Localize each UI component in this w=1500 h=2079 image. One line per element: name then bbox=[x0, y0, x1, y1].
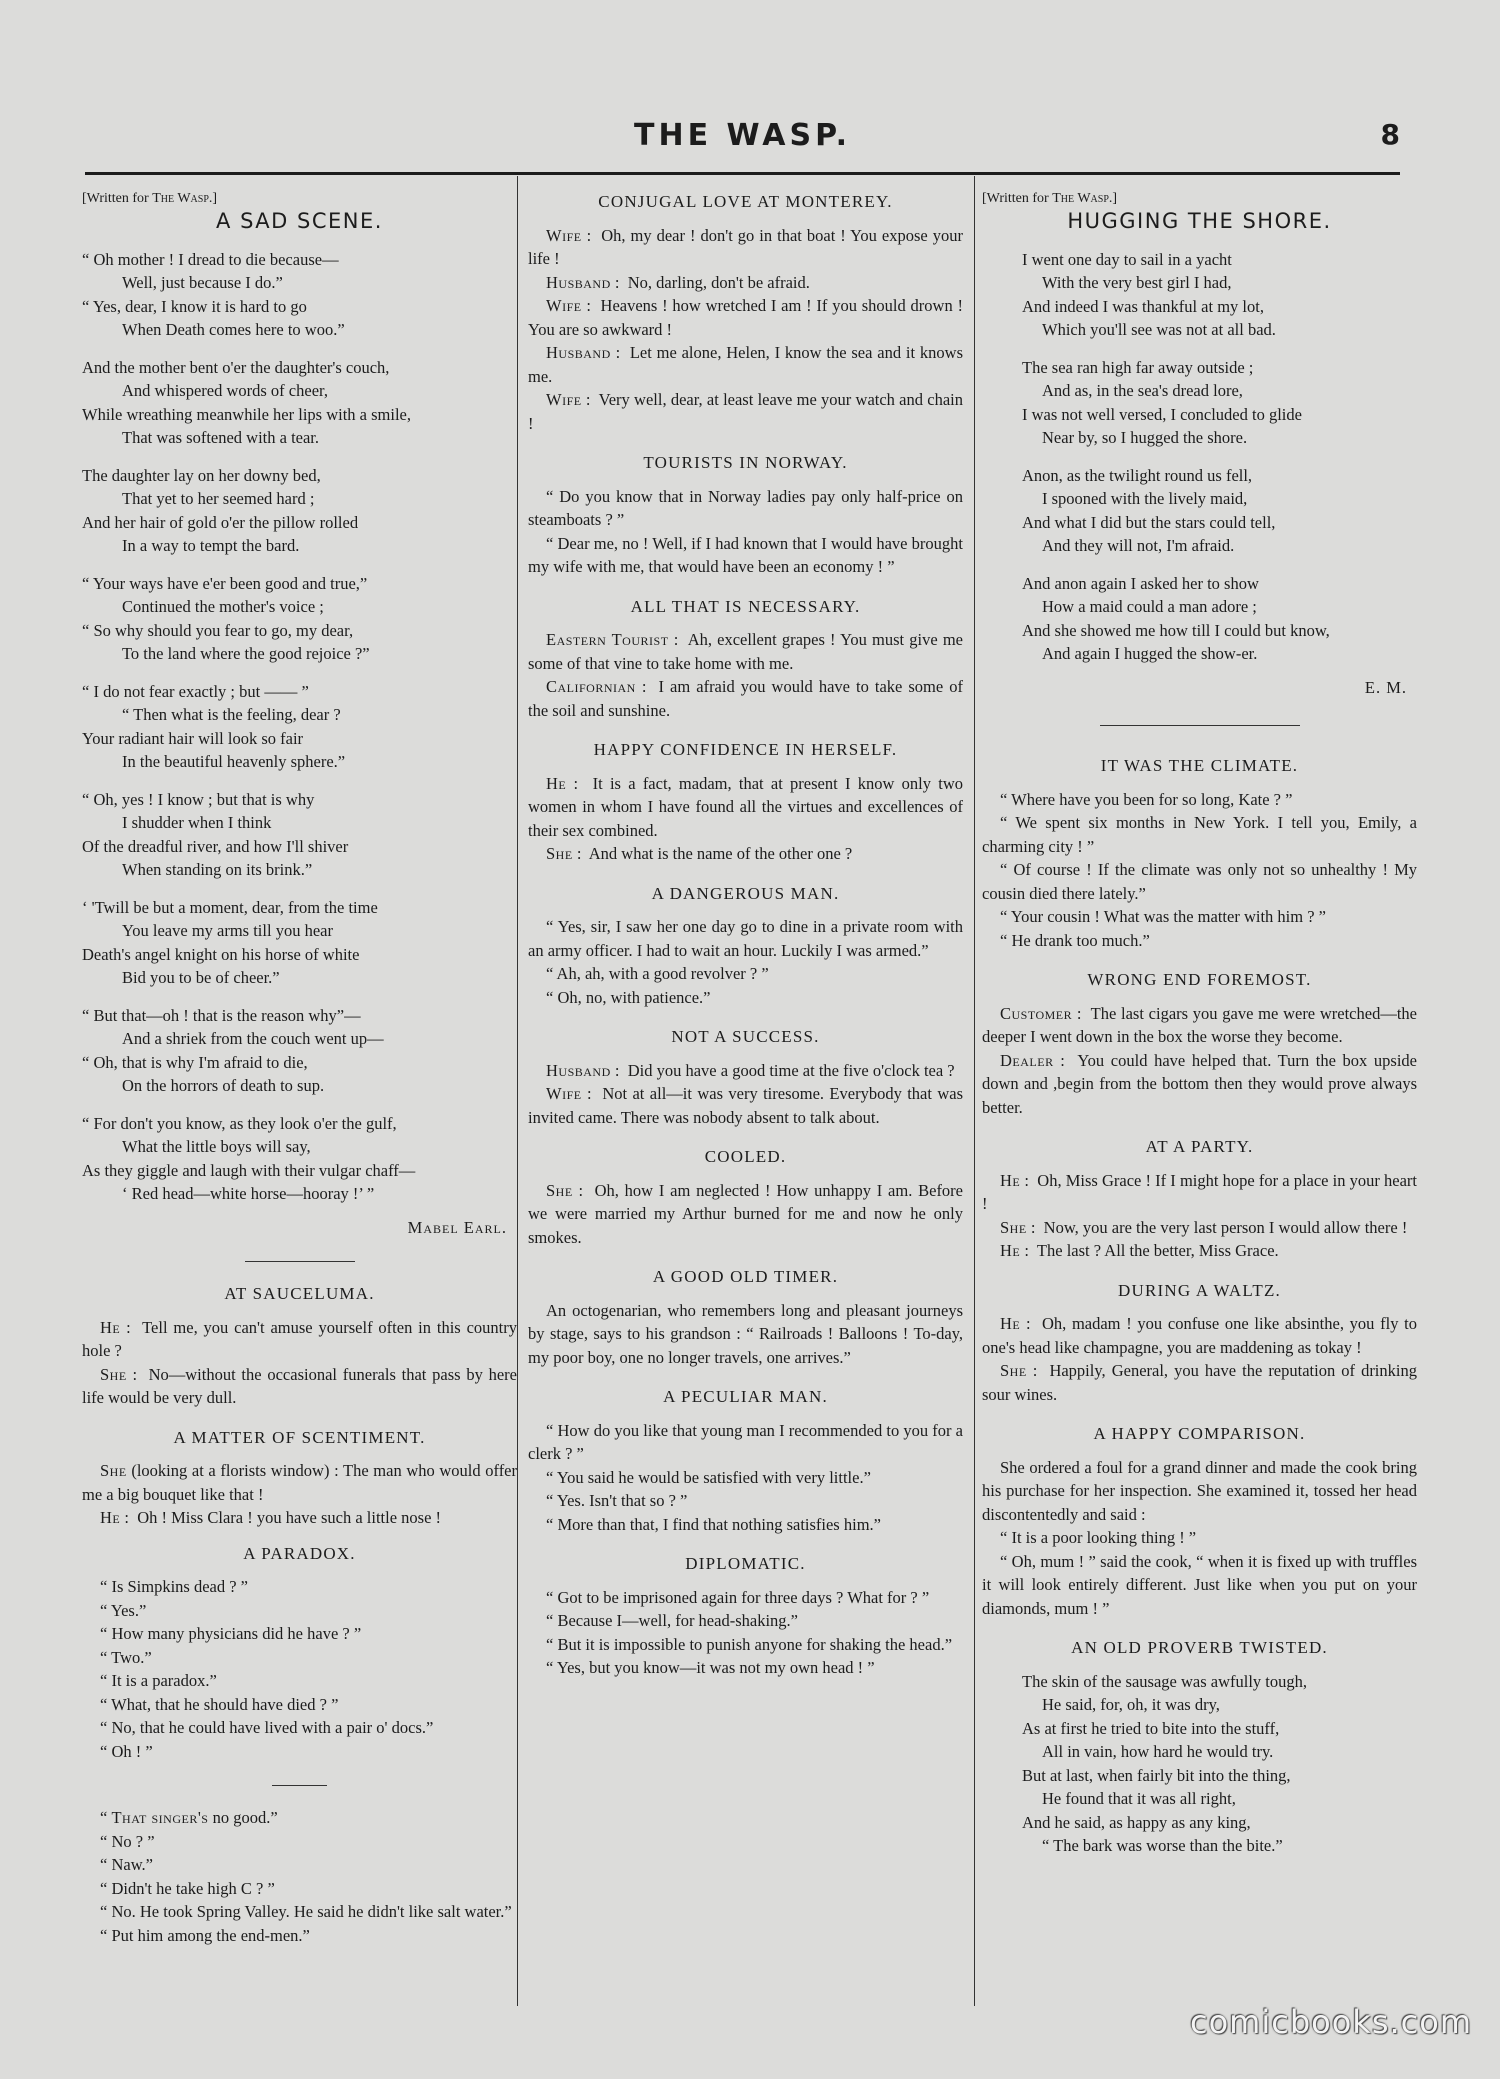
conjugal-dialogue bbox=[528, 224, 963, 436]
stanza bbox=[82, 896, 517, 990]
poem-line: While wreathing meanwhile her lips with a smile, bbox=[82, 404, 411, 424]
speaker-name: He bbox=[1000, 1314, 1021, 1333]
dialogue-line: “ Didn't he take high C ? ” bbox=[100, 1878, 275, 1898]
dialogue-line: He : Oh, madam ! you confuse one like absinthe, you fly to one's head like champagne, you are maddening as tokay ! bbox=[982, 1314, 1417, 1357]
poem-line: When Death comes here to woo.” bbox=[122, 320, 345, 339]
poem-line: Of the dreadful river, and how I'll shiver bbox=[82, 836, 349, 856]
dialogue-line: “ But it is impossible to punish anyone for shaking the head.” bbox=[546, 1634, 953, 1654]
header-rule bbox=[85, 172, 1400, 175]
poem-line: “ I do not fear exactly ; but —— ” bbox=[82, 681, 309, 701]
watermark: comicbooks.com bbox=[1189, 2003, 1472, 2041]
poem-line: In the beautiful heavenly sphere.” bbox=[122, 752, 346, 771]
poem-line: The daughter lay on her downy bed, bbox=[82, 465, 321, 485]
speaker-text: Very well, dear, at least leave me your watch and chain ! bbox=[528, 390, 963, 433]
poem-line: As they giggle and laugh with their vulgar chaff— bbox=[82, 1160, 416, 1180]
speaker-name: Wife bbox=[546, 296, 582, 315]
dialogue-line: “ Oh, no, with patience.” bbox=[546, 987, 711, 1007]
column-divider-2 bbox=[974, 176, 975, 2006]
dialogue-line: He : Oh, Miss Grace ! If I might hope for a place in your heart ! bbox=[982, 1170, 1417, 1213]
poem-line: ‘ Red head—white horse—hooray !’ ” bbox=[122, 1184, 375, 1203]
poem-line: But at last, when fairly bit into the thing, bbox=[1022, 1765, 1291, 1785]
speaker-name: Husband bbox=[546, 272, 611, 292]
written-for-credit: [Written for The Wasp.] bbox=[82, 191, 218, 206]
poem-line: “ Yes, dear, I know it is hard to go bbox=[82, 296, 307, 316]
heading-climate: IT WAS THE CLIMATE. bbox=[1100, 756, 1299, 775]
stanza bbox=[982, 572, 1417, 666]
poem-line: “ Then what is the feeling, dear ? bbox=[122, 705, 341, 724]
stanza bbox=[82, 356, 517, 450]
dialogue-line: “ Put him among the end-men.” bbox=[100, 1925, 310, 1945]
speaker-text: Oh, how I am neglected ! How unhappy I am. Before we were married my Arthur burned for me and now he only smokes. bbox=[528, 1180, 964, 1247]
speaker-name: He bbox=[1000, 1170, 1021, 1190]
poem-line: Anon, as the twilight round us fell, bbox=[1022, 465, 1253, 485]
waltz-dialogue bbox=[982, 1312, 1417, 1406]
poem-line: He found that it was all right, bbox=[1042, 1789, 1236, 1808]
dialogue-line: He : It is a fact, madam, that at present I know only two women in whom I have found all the virtues and excellences of their sex combined. bbox=[528, 773, 963, 840]
column-divider-1 bbox=[517, 176, 518, 2006]
heading-foremost: WRONG END FOREMOST. bbox=[1087, 970, 1312, 989]
poem-line: On the horrors of death to sup. bbox=[122, 1076, 325, 1095]
heading-waltz: DURING A WALTZ. bbox=[1118, 1280, 1281, 1300]
speaker-name: Californian bbox=[546, 677, 636, 696]
poem-line: “ Oh, yes ! I know ; but that is why bbox=[82, 789, 315, 809]
dialogue-line: “ Got to be imprisoned again for three days ? What for ? ” bbox=[546, 1587, 930, 1607]
signature-em: E. M. bbox=[1364, 677, 1407, 697]
poem-line: The sea ran high far away outside ; bbox=[1022, 357, 1254, 377]
poem-line: The skin of the sausage was awfully tough, bbox=[1022, 1671, 1308, 1691]
dialogue-line: “ Of course ! If the climate was only not so unhealthy ! My cousin died there lately.” bbox=[982, 860, 1417, 903]
stanza bbox=[982, 248, 1417, 342]
dialogue-line: Husband : Let me alone, Helen, I know the sea and it knows me. bbox=[528, 343, 963, 386]
necessary-dialogue bbox=[528, 628, 963, 722]
poem-line: And anon again I asked her to show bbox=[1022, 573, 1259, 593]
dialogue-line: “ That singer's no good.” bbox=[100, 1808, 278, 1827]
poem-line: How a maid could a man adore ; bbox=[1042, 597, 1257, 616]
dialogue-line: Californian : I am afraid you would have to take some of the soil and sunshine. bbox=[528, 677, 963, 720]
stanza bbox=[982, 464, 1417, 558]
dialogue-line: Husband : Did you have a good time at the five o'clock tea ? bbox=[546, 1060, 955, 1080]
poem-line: All in vain, how hard he would try. bbox=[1042, 1742, 1274, 1761]
dialogue-line: “ Yes, but you know—it was not my own head ! ” bbox=[546, 1658, 875, 1677]
dialogue-line: “ Your cousin ! What was the matter with him ? ” bbox=[1000, 907, 1326, 926]
signature-mabel-earl: Mabel Earl. bbox=[407, 1217, 507, 1237]
masthead-title: THE WASP. bbox=[634, 118, 851, 153]
singer-dialogue bbox=[82, 1830, 517, 1948]
speaker-name: Wife bbox=[546, 1084, 582, 1103]
heading-party: AT A PARTY. bbox=[1145, 1137, 1254, 1156]
poem-line: That yet to her seemed hard ; bbox=[122, 489, 315, 508]
poem-line: And the mother bent o'er the daughter's couch, bbox=[82, 357, 390, 377]
dialogue-line: “ We spent six months in New York. I tell you, Emily, a charming city ! ” bbox=[982, 813, 1417, 856]
poem-line: And indeed I was thankful at my lot, bbox=[1022, 296, 1264, 316]
poem-line: ‘ 'Twill be but a moment, dear, from the time bbox=[82, 897, 378, 917]
dialogue-line: Wife : Very well, dear, at least leave me your watch and chain ! bbox=[528, 390, 963, 433]
speaker-text: Not at all—it was very tiresome. Everybody that was invited came. There was nobody absent to talk about. bbox=[528, 1084, 963, 1127]
diplomatic-dialogue bbox=[528, 1586, 963, 1680]
dialogue-line: “ Ah, ah, with a good revolver ? ” bbox=[546, 964, 769, 983]
stanza bbox=[82, 1112, 517, 1206]
poem-line: “ So why should you fear to go, my dear, bbox=[82, 620, 354, 640]
heading-sauceluma: AT SAUCELUMA. bbox=[224, 1284, 375, 1303]
speaker-text: I am afraid you would have to take some of the soil and sunshine. bbox=[528, 677, 963, 720]
poem-line: And her hair of gold o'er the pillow rolled bbox=[82, 512, 359, 532]
dialogue-line: She ordered a foul for a grand dinner and made the cook bring his purchase for her inspection. She examined it, tossed her head discontentedly and said : bbox=[982, 1457, 1417, 1524]
poem-line: I was not well versed, I concluded to glide bbox=[1022, 404, 1302, 424]
speaker-name: She bbox=[1000, 1361, 1027, 1380]
heading-proverb: AN OLD PROVERB TWISTED. bbox=[1071, 1638, 1328, 1657]
dialogue-line: “ Yes.” bbox=[100, 1600, 147, 1620]
peculiar-dialogue bbox=[528, 1419, 963, 1537]
heading-confidence: HAPPY CONFIDENCE IN HERSELF. bbox=[593, 740, 898, 759]
speaker-text: Now, you are the very last person I would allow there ! bbox=[1043, 1217, 1408, 1237]
speaker-text: Let me alone, Helen, I know the sea and it knows me. bbox=[528, 343, 963, 386]
poem-line: He said, for, oh, it was dry, bbox=[1042, 1695, 1220, 1714]
dialogue-line: “ No ? ” bbox=[100, 1831, 155, 1851]
dialogue-line: She : Oh, how I am neglected ! How unhappy I am. Before we were married my Arthur burned for me and now he only smokes. bbox=[528, 1180, 964, 1247]
stanza bbox=[82, 248, 517, 342]
stanza bbox=[82, 1004, 517, 1098]
poem-line: To the land where the good rejoice ?” bbox=[122, 644, 370, 663]
dialogue-line: “ More than that, I find that nothing satisfies him.” bbox=[546, 1514, 881, 1534]
dialogue-line: Customer : The last cigars you gave me were wretched—the deeper I went down in the box the worse they become. bbox=[982, 1003, 1417, 1046]
speaker-name: He bbox=[546, 773, 567, 793]
dialogue-line: “ Two.” bbox=[100, 1647, 152, 1667]
tourists-dialogue bbox=[528, 485, 963, 579]
speaker-text: Ah, excellent grapes ! You must give me some of that vine to take home with me. bbox=[528, 630, 963, 673]
poem-line: And again I hugged the show-er. bbox=[1042, 644, 1258, 663]
poem-line: Your radiant hair will look so fair bbox=[82, 728, 304, 748]
speaker-text: Happily, General, you have the reputation of drinking sour wines. bbox=[982, 1361, 1417, 1404]
masthead bbox=[85, 118, 1400, 158]
speaker-text: And what is the name of the other one ? bbox=[588, 844, 853, 863]
speaker-text: The last cigars you gave me were wretched—the deeper I went down in the box the worse they become. bbox=[982, 1003, 1417, 1046]
poem-title-sad-scene: A SAD SCENE. bbox=[216, 209, 383, 233]
poem-line: Near by, so I hugged the shore. bbox=[1042, 428, 1248, 447]
timer-paragraph: An octogenarian, who remembers long and pleasant journeys by stage, says to his grandson : “ Railroads ! Balloons ! To-day, my poor boy, one no longer travels, one arrives.” bbox=[528, 1300, 963, 1367]
speaker-name: Customer bbox=[1000, 1003, 1073, 1023]
poem-line: That was softened with a tear. bbox=[122, 428, 320, 447]
proverb-poem bbox=[982, 1670, 1417, 1858]
dialogue-line: She : And what is the name of the other one ? bbox=[546, 844, 853, 863]
speaker-text: It is a fact, madam, that at present I know only two women in whom I have found all the virtues and excellences of their sex combined. bbox=[528, 773, 963, 840]
speaker-name: Husband bbox=[546, 1060, 611, 1080]
written-for-credit: [Written for The Wasp.] bbox=[982, 191, 1118, 206]
dialogue-line: He : Tell me, you can't amuse yourself often in this country hole ? bbox=[82, 1317, 517, 1360]
party-dialogue bbox=[982, 1169, 1417, 1263]
speaker-text: Oh, my dear ! don't go in that boat ! You expose your life ! bbox=[528, 225, 963, 268]
poem-line: And as, in the sea's dread lore, bbox=[1042, 381, 1243, 400]
dialogue-line: “ What, that he should have died ? ” bbox=[100, 1694, 339, 1714]
separator bbox=[1100, 725, 1300, 726]
poem-line: I went one day to sail in a yacht bbox=[1022, 249, 1232, 269]
dialogue-line: Eastern Tourist : Ah, excellent grapes ! You must give me some of that vine to take home with me. bbox=[528, 630, 963, 673]
speaker-text: No, darling, don't be afraid. bbox=[627, 272, 810, 292]
column-3 bbox=[982, 190, 1417, 1858]
speaker-text: The last ? All the better, Miss Grace. bbox=[1036, 1241, 1279, 1260]
dialogue-line: She : Now, you are the very last person I would allow there ! bbox=[1000, 1217, 1408, 1237]
dialogue-line: “ He drank too much.” bbox=[1000, 930, 1150, 950]
separator bbox=[272, 1785, 327, 1786]
speaker-text: Heavens ! how wretched I am ! If you should drown ! You are so awkward ! bbox=[528, 296, 963, 339]
dialogue-line: “ Because I—well, for head-shaking.” bbox=[546, 1611, 798, 1630]
speaker-text: Oh, Miss Grace ! If I might hope for a place in your heart ! bbox=[982, 1170, 1417, 1213]
dialogue-line: She : No—without the occasional funerals that pass by here life would be very dull. bbox=[82, 1364, 517, 1407]
dialogue-line: Wife : Oh, my dear ! don't go in that boat ! You expose your life ! bbox=[528, 225, 963, 268]
speaker-name: He bbox=[1000, 1241, 1021, 1260]
poem-line: You leave my arms till you hear bbox=[122, 921, 333, 940]
column-2 bbox=[528, 190, 963, 1680]
stanza bbox=[82, 788, 517, 882]
poem-line: Continued the mother's voice ; bbox=[122, 597, 324, 616]
dialogue-line: She (looking at a florists window) : The man who would offer me a big bouquet like that ! bbox=[82, 1461, 518, 1504]
cooled-dialogue bbox=[528, 1179, 963, 1250]
poem-line: “ But that—oh ! that is the reason why”— bbox=[82, 1005, 361, 1025]
dialogue-line: “ How do you like that young man I recommended to you for a clerk ? ” bbox=[528, 1420, 963, 1463]
poem-line: And what I did but the stars could tell, bbox=[1022, 512, 1276, 532]
speaker-name: She bbox=[1000, 1217, 1027, 1237]
poem-line: “ Oh mother ! I dread to die because— bbox=[82, 249, 339, 269]
paradox-dialogue bbox=[82, 1575, 517, 1763]
dialogue-line: “ It is a poor looking thing ! ” bbox=[1000, 1528, 1197, 1547]
heading-peculiar: A PECULIAR MAN. bbox=[663, 1387, 828, 1406]
heading-tourists: TOURISTS IN NORWAY. bbox=[643, 453, 848, 472]
dialogue-line: Wife : Not at all—it was very tiresome. Everybody that was invited came. There was nobody absent to talk about. bbox=[528, 1084, 963, 1127]
heading-scentiment: A MATTER OF SCENTIMENT. bbox=[173, 1427, 426, 1447]
page-number: 8 bbox=[1380, 118, 1400, 151]
dialogue-line: “ Yes. Isn't that so ? ” bbox=[546, 1491, 688, 1510]
confidence-dialogue bbox=[528, 772, 963, 866]
stanza bbox=[82, 680, 517, 774]
dialogue-line: “ Oh ! ” bbox=[100, 1741, 153, 1761]
poem-line: Death's angel knight on his horse of white bbox=[82, 944, 360, 964]
dialogue-line: “ You said he would be satisfied with very little.” bbox=[546, 1467, 871, 1487]
dialogue-line: Husband : No, darling, don't be afraid. bbox=[546, 272, 810, 292]
speaker-text: You could have helped that. Turn the box upside down and ,begin from the bottom then they would prove always better. bbox=[982, 1050, 1417, 1117]
speaker-name: Wife bbox=[546, 225, 582, 245]
poem-line: “ Your ways have e'er been good and true,” bbox=[82, 573, 368, 593]
dialogue-line: “ How many physicians did he have ? ” bbox=[100, 1624, 362, 1643]
poem-line: And he said, as happy as any king, bbox=[1022, 1812, 1251, 1832]
dialogue-line: “ Is Simpkins dead ? ” bbox=[100, 1577, 249, 1596]
poem-line: Well, just because I do.” bbox=[122, 273, 283, 292]
speaker-name: Dealer bbox=[1000, 1050, 1054, 1070]
poem-line: “ For don't you know, as they look o'er the gulf, bbox=[82, 1113, 397, 1133]
poem-line: And she showed me how till I could but know, bbox=[1022, 620, 1330, 640]
stanza bbox=[82, 572, 517, 666]
poem-sad-scene bbox=[82, 248, 517, 1206]
poem-line: When standing on its brink.” bbox=[122, 860, 313, 879]
poem-line: Bid you to be of cheer.” bbox=[122, 968, 280, 987]
heading-dangerous: A DANGEROUS MAN. bbox=[651, 883, 840, 903]
dialogue-line: “ Oh, mum ! ” said the cook, “ when it is fixed up with truffles it will look entirely different. Just like when you put on your diamonds, mum ! ” bbox=[982, 1551, 1417, 1618]
poem-line: In a way to tempt the bard. bbox=[122, 536, 300, 555]
column-1 bbox=[82, 190, 517, 1947]
poem-line: I spooned with the lively maid, bbox=[1042, 489, 1248, 508]
dialogue-line: She : Happily, General, you have the reputation of drinking sour wines. bbox=[982, 1361, 1417, 1404]
heading-comparison: A HAPPY COMPARISON. bbox=[1093, 1424, 1306, 1443]
speaker-name: She bbox=[546, 1180, 573, 1200]
dialogue-line: “ Do you know that in Norway ladies pay only half-price on steamboats ? ” bbox=[528, 486, 963, 529]
speaker-name: Eastern Tourist bbox=[546, 630, 669, 649]
stanza bbox=[82, 464, 517, 558]
poem-title-hugging-shore: HUGGING THE SHORE. bbox=[1067, 209, 1332, 233]
poem-line: “ Oh, that is why I'm afraid to die, bbox=[82, 1052, 308, 1072]
dialogue-line: “ Yes, sir, I saw her one day go to dine in a private room with an army officer. I had to wait an hour. Luckily I was armed.” bbox=[528, 917, 963, 960]
heading-cooled: COOLED. bbox=[704, 1147, 787, 1166]
separator bbox=[245, 1261, 355, 1262]
poem-line: And a shriek from the couch went up— bbox=[122, 1029, 384, 1048]
dialogue-line: He : The last ? All the better, Miss Grace. bbox=[1000, 1241, 1279, 1260]
poem-hugging-shore bbox=[982, 248, 1417, 666]
dialogue-line: “ No. He took Spring Valley. He said he didn't like salt water.” bbox=[100, 1902, 512, 1921]
speaker-name: She bbox=[546, 844, 573, 863]
climate-dialogue bbox=[982, 788, 1417, 953]
heading-timer: A GOOD OLD TIMER. bbox=[652, 1267, 839, 1286]
poem-line: Which you'll see was not at all bad. bbox=[1042, 320, 1276, 339]
poem-line: I shudder when I think bbox=[122, 813, 272, 832]
heading-conjugal: CONJUGAL LOVE AT MONTEREY. bbox=[598, 192, 893, 211]
dialogue-line: “ Naw.” bbox=[100, 1855, 153, 1874]
poem-line: As at first he tried to bite into the stuff, bbox=[1022, 1718, 1280, 1738]
dialogue-line: Wife : Heavens ! how wretched I am ! If you should drown ! You are so awkward ! bbox=[528, 296, 963, 339]
success-dialogue bbox=[528, 1059, 963, 1130]
heading-success: NOT A SUCCESS. bbox=[671, 1027, 820, 1046]
poem-line: With the very best girl I had, bbox=[1042, 273, 1232, 292]
poem-line: And they will not, I'm afraid. bbox=[1042, 536, 1235, 555]
dialogue-line: Dealer : You could have helped that. Turn the box upside down and ,begin from the bottom then they would prove always better. bbox=[982, 1050, 1417, 1117]
dialogue-line: “ Dear me, no ! Well, if I had known that I would have brought my wife with me, that would have been an economy ! ” bbox=[528, 533, 963, 576]
foremost-dialogue bbox=[982, 1002, 1417, 1120]
comparison-dialogue bbox=[982, 1456, 1417, 1621]
poem-line: “ The bark was worse than the bite.” bbox=[1042, 1836, 1283, 1855]
speaker-name: Husband bbox=[546, 343, 611, 362]
dangerous-dialogue bbox=[528, 915, 963, 1009]
speaker-text: Did you have a good time at the five o'clock tea ? bbox=[627, 1060, 955, 1080]
poem-line: And whispered words of cheer, bbox=[122, 381, 328, 400]
speaker-name: Wife bbox=[546, 390, 582, 409]
heading-diplomatic: DIPLOMATIC. bbox=[685, 1554, 806, 1573]
dialogue-line: “ It is a paradox.” bbox=[100, 1671, 217, 1690]
heading-paradox: A PARADOX. bbox=[243, 1543, 356, 1563]
dialogue-line: “ No, that he could have lived with a pair o' docs.” bbox=[100, 1718, 434, 1737]
stanza bbox=[982, 356, 1417, 450]
speaker-text: Oh, madam ! you confuse one like absinthe, you fly to one's head like champagne, you are maddening as tokay ! bbox=[982, 1314, 1417, 1357]
dialogue-line: “ Where have you been for so long, Kate ? ” bbox=[1000, 789, 1293, 809]
poem-line: What the little boys will say, bbox=[122, 1137, 311, 1156]
heading-necessary: ALL THAT IS NECESSARY. bbox=[630, 596, 861, 616]
dialogue-line: He : Oh ! Miss Clara ! you have such a little nose ! bbox=[100, 1508, 442, 1527]
